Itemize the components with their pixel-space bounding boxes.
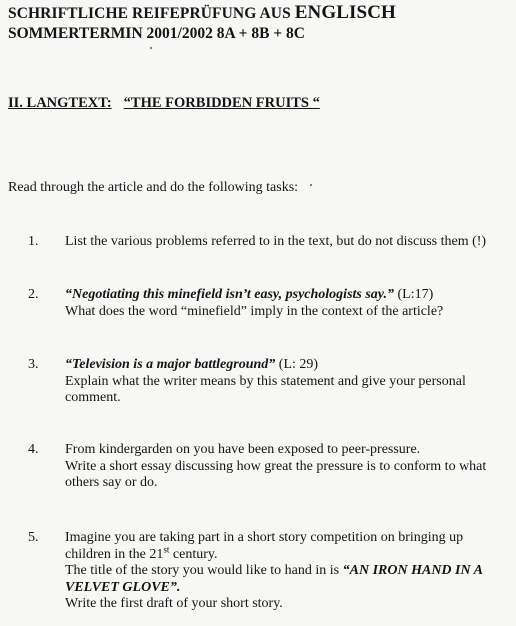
task-text: others say or do. — [65, 475, 158, 490]
task-text: century. — [169, 546, 218, 562]
task-quote: “Negotiating this minefield isn’t easy, psychologists say.” — [65, 287, 394, 302]
task-number: 3. — [28, 357, 39, 372]
section-title: “THE FORBIDDEN FRUITS “ — [123, 95, 320, 111]
task-number: 1. — [28, 234, 39, 249]
task-text: Write the first draft of your short story. — [65, 596, 283, 611]
instructions: Read through the article and do the following tasks: — [8, 180, 299, 195]
scan-speck — [310, 184, 312, 186]
task-number: 2. — [28, 287, 39, 302]
task-line-ref: (L:17) — [394, 287, 434, 302]
task-text: Imagine you are taking part in a short story competition on bringing up — [65, 530, 464, 545]
exam-header-term: SOMMERTERMIN 2001/2002 8A + 8B + 8C — [8, 25, 305, 42]
task-line-ref: (L: 29) — [275, 357, 319, 372]
task-quote: “Television is a major battleground” — [65, 357, 276, 372]
exam-header-title — [8, 2, 396, 24]
scan-speck — [150, 47, 152, 49]
task-number: 5. — [28, 530, 39, 545]
task-text: Write a short essay discussing how great the pressure is to conform to what — [65, 458, 487, 474]
task-text: comment. — [65, 390, 121, 405]
task-text: What does the word “minefield” imply in the context of the article? — [65, 303, 444, 319]
section-label: II. LANGTEXT: — [8, 95, 112, 111]
story-title: “AN IRON HAND IN A — [342, 563, 483, 578]
exam-header-title-text: SCHRIFTLICHE REIFEPRÜFUNG AUS — [8, 5, 295, 22]
story-title-continued: VELVET GLOVE”. — [65, 579, 181, 595]
task-text: From kindergarden on you have been exposed to peer-pressure. — [65, 442, 421, 457]
section-heading — [8, 95, 320, 112]
task-text: Explain what the writer means by this statement and give your personal — [65, 373, 466, 389]
task-text: children in the 21 — [65, 546, 164, 562]
task-text: List the various problems referred to in the text, but do not discuss them (!) — [65, 234, 487, 249]
task-text: The title of the story you would like to hand in is — [65, 563, 343, 578]
ordinal-suffix: st — [163, 543, 170, 554]
exam-header-subject: ENGLISCH — [294, 2, 396, 23]
task-number: 4. — [28, 442, 39, 457]
